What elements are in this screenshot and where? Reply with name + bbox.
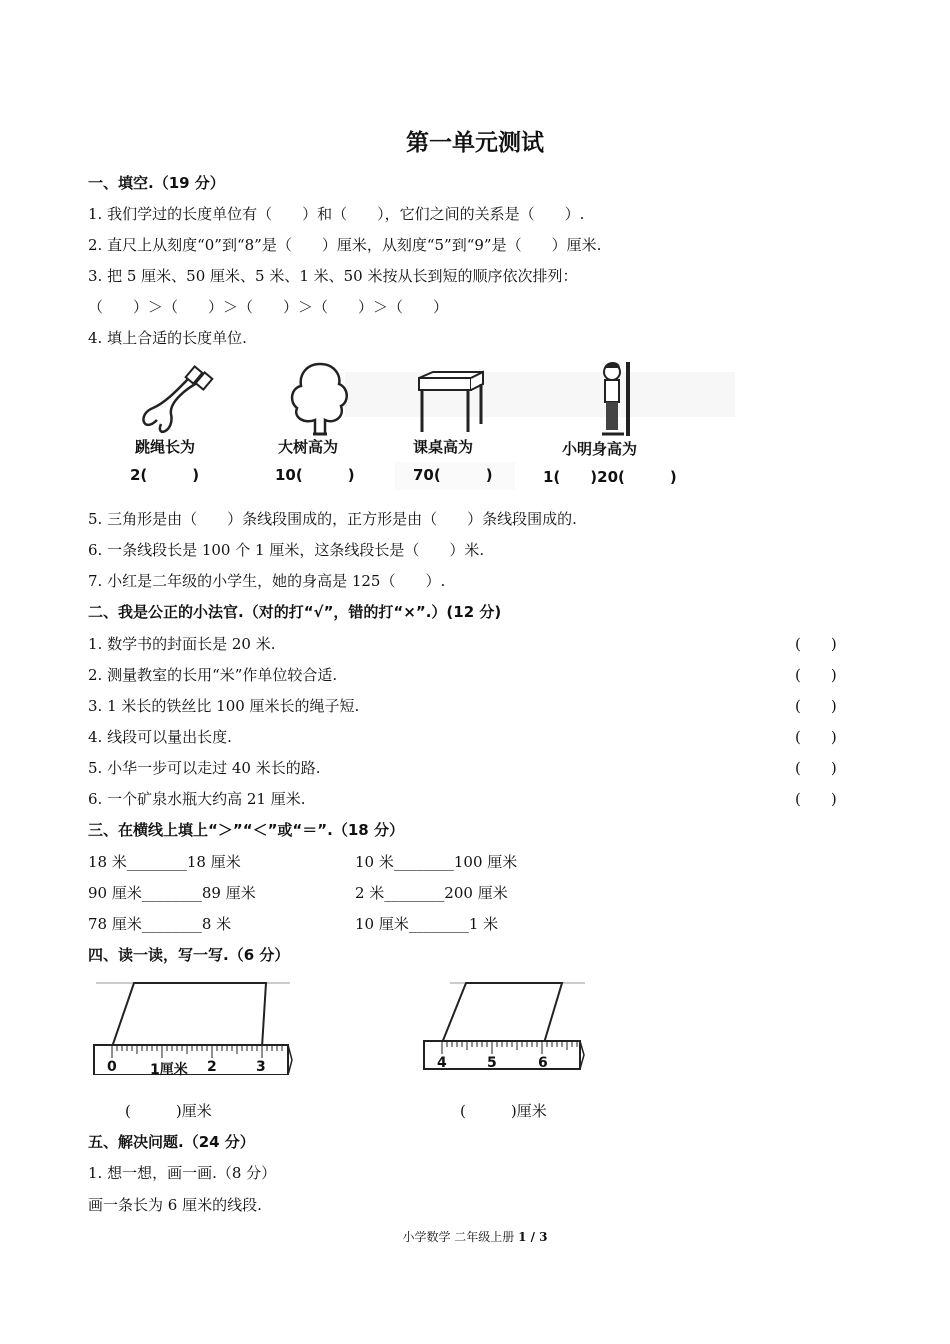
pic-label-desk: 课桌高为	[413, 438, 474, 456]
s2-item: 6. 一个矿泉水瓶大约高 21 厘米.	[88, 790, 306, 808]
pic-value-boy: 1( )20( )	[543, 468, 677, 486]
s1-question-2: 2. 直尺上从刻度“0”到“8”是（ ）厘米，从刻度“5”到“9”是（ ）厘米.	[88, 236, 602, 254]
pic-value-tree: 10( )	[275, 466, 355, 484]
s1-question-4: 4. 填上合适的长度单位.	[88, 329, 247, 347]
s2-item: 2. 测量教室的长用“米”作单位较合适.	[88, 666, 338, 684]
s1-question-1: 1. 我们学过的长度单位有（ ）和（ ），它们之间的关系是（ ）.	[88, 205, 585, 223]
ruler1-label: 0	[107, 1059, 117, 1075]
compare-item: 90 厘米________89 厘米	[88, 884, 256, 902]
answer-paren: ( )	[795, 697, 837, 715]
picture-strip	[95, 352, 740, 492]
page-footer	[0, 1228, 950, 1245]
s1-question-6: 6. 一条线段长是 100 个 1 厘米，这条线段长是（ ）米.	[88, 541, 485, 559]
section-4-heading: 四、读一读，写一写.（6 分）	[88, 946, 290, 964]
compare-item: 2 米________200 厘米	[355, 884, 508, 902]
ruler1-label: 1厘米	[150, 1062, 188, 1078]
pic-label-tree: 大树高为	[278, 438, 339, 456]
compare-item: 10 厘米________1 米	[355, 915, 499, 933]
s2-item: 3. 1 米长的铁丝比 100 厘米长的绳子短.	[88, 697, 360, 715]
pic-label-rope: 跳绳长为	[135, 438, 196, 456]
s2-item: 4. 线段可以量出长度.	[88, 728, 232, 746]
s2-item: 1. 数学书的封面长是 20 米.	[88, 635, 276, 653]
page-number: 1 / 3	[518, 1230, 548, 1244]
ruler-answer-2: ( )厘米	[460, 1102, 547, 1120]
s5-question-1-text: 画一条长为 6 厘米的线段.	[88, 1196, 262, 1214]
s2-item: 5. 小华一步可以走过 40 米长的路.	[88, 759, 321, 777]
desk-icon	[413, 368, 488, 438]
answer-paren: ( )	[795, 790, 837, 808]
s1-question-5: 5. 三角形是由（ ）条线段围成的，正方形是由（ ）条线段围成的.	[88, 510, 577, 528]
footer-text: 小学数学 二年级上册	[402, 1230, 519, 1244]
pic-value-desk: 70( )	[413, 466, 493, 484]
answer-paren: ( )	[795, 759, 837, 777]
boy-icon	[590, 358, 640, 440]
jump-rope-icon	[135, 362, 215, 437]
ruler-figure-2	[420, 975, 590, 1075]
ruler-answer-1: ( )厘米	[125, 1102, 212, 1120]
s1-question-3-blanks: （ ）＞（ ）＞（ ）＞（ ）＞（ ）	[88, 298, 449, 316]
compare-item: 18 米________18 厘米	[88, 853, 241, 871]
answer-paren: ( )	[795, 666, 837, 684]
s1-question-7: 7. 小红是二年级的小学生，她的身高是 125（ ）.	[88, 572, 446, 590]
ruler1-label: 2	[207, 1059, 217, 1075]
ruler1-label: 3	[256, 1059, 266, 1075]
ruler2-label: 6	[538, 1055, 548, 1071]
pic-label-boy: 小明身高为	[562, 440, 638, 458]
s5-question-1: 1. 想一想，画一画.（8 分）	[88, 1164, 277, 1182]
answer-paren: ( )	[795, 635, 837, 653]
section-2-heading: 二、我是公正的小法官.（对的打“√”，错的打“×”.）(12 分)	[88, 603, 502, 621]
ruler-figure-1	[90, 975, 295, 1078]
ruler2-label: 5	[487, 1055, 497, 1071]
compare-item: 10 米________100 厘米	[355, 853, 518, 871]
page-title: 第一单元测试	[406, 130, 544, 156]
section-1-heading: 一、填空.（19 分）	[88, 174, 225, 192]
ruler2-label: 4	[437, 1055, 447, 1071]
compare-item: 78 厘米________8 米	[88, 915, 232, 933]
answer-paren: ( )	[795, 728, 837, 746]
s1-question-3: 3. 把 5 厘米、50 厘米、5 米、1 米、50 米按从长到短的顺序依次排列：	[88, 267, 578, 285]
pic-value-rope: 2( )	[130, 466, 200, 484]
tree-icon	[285, 360, 355, 440]
section-3-heading: 三、在横线上填上“＞”“＜”或“＝”.（18 分）	[88, 821, 404, 839]
section-5-heading: 五、解决问题.（24 分）	[88, 1133, 255, 1151]
